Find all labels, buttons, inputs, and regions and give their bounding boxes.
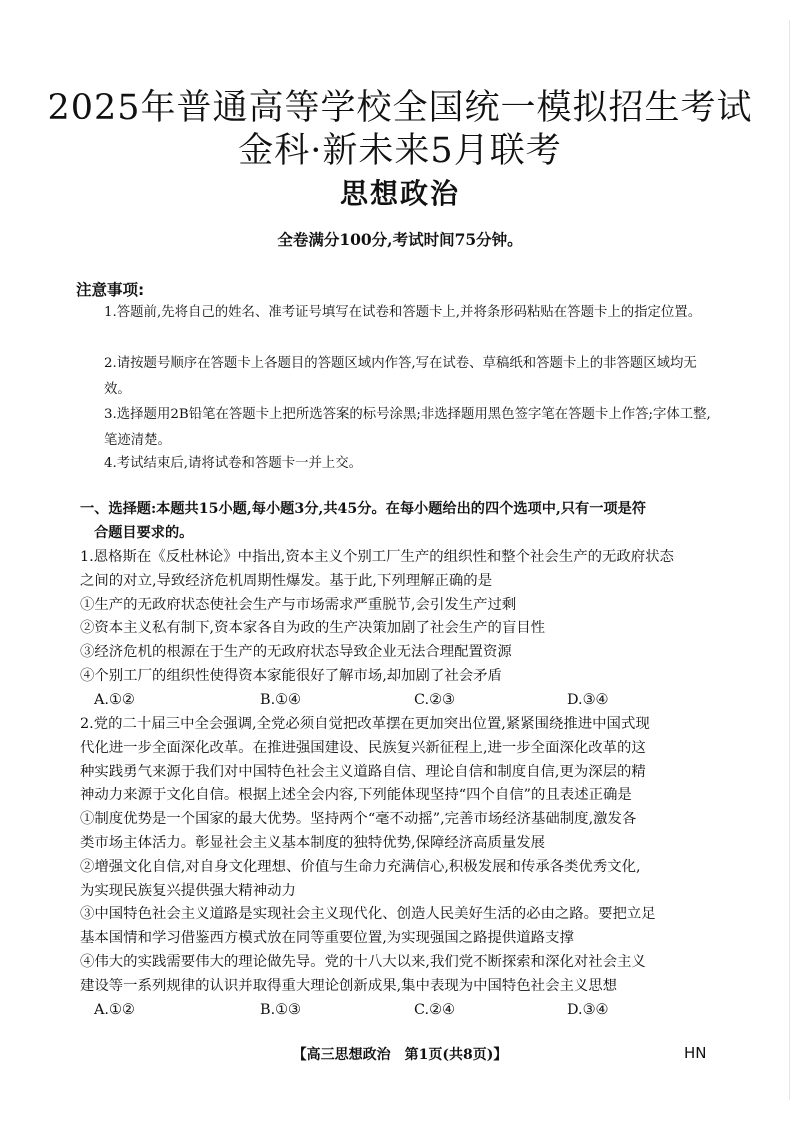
q2-option-c: C.②④ (414, 1001, 455, 1018)
q2-statement-1-line2: 类市场主体活力。彰显社会主义基本制度的独特优势,保障经济高质量发展 (80, 834, 546, 851)
exam-title-line2: 金科·新未来5月联考 (238, 131, 562, 171)
q2-option-b: B.①③ (260, 1001, 301, 1018)
q1-option-a: A.①② (94, 691, 135, 708)
q1-statement-2: ②资本主义私有制下,资本家各自为政的生产决策加剧了社会生产的盲目性 (80, 620, 546, 637)
subject-title: 思想政治 (339, 177, 460, 210)
q2-option-d: D.③④ (567, 1001, 609, 1018)
q1-options (80, 689, 720, 713)
q1-option-c: C.②③ (414, 691, 455, 708)
q2-stem-line1: 2.党的二十届三中全会强调,全党必须自觉把改革摆在更加突出位置,紧紧围绕推进中国式现 (80, 716, 650, 732)
section-heading-line2: 合题目要求的。 (94, 525, 194, 541)
q1-statement-3: ③经济危机的根源在于生产的无政府状态导致企业无法合理配置资源 (80, 644, 512, 661)
q2-stem-line3: 种实践勇气来源于我们对中国特色社会主义道路自信、理论自信和制度自信,更为深层的精 (80, 763, 646, 780)
notice-item-4: 4.考试结束后,请将试卷和答题卡一并上交。 (104, 456, 363, 471)
q2-statement-2-line1: ②增强文化自信,对自身文化理想、价值与生命力充满信心,积极发展和传承各类优秀文化, (80, 858, 641, 875)
page-footer: 【高三思想政治 第1页(共8页)】 (292, 1047, 508, 1063)
question-1 (80, 546, 720, 713)
q2-options (80, 999, 720, 1023)
q2-stem-line2: 代化进一步全面深化改革。在推进强国建设、民族复兴新征程上,进一步全面深化改革的这 (80, 739, 646, 756)
notice-item-1: 1.答题前,先将自己的姓名、准考证号填写在试卷和答题卡上,并将条形码粘贴在答题卡上的指定位置。 (104, 305, 702, 320)
region-code: HN (684, 1044, 707, 1062)
q1-stem-line1: 1.恩格斯在《反杜林论》中指出,资本主义个别工厂生产的组织性和整个社会生产的无政府状态 (80, 549, 674, 565)
q1-option-d: D.③④ (567, 691, 609, 708)
q2-statement-3-line1: ③中国特色社会主义道路是实现社会主义现代化、创造人民美好生活的必由之路。要把立足 (80, 906, 656, 923)
notice-item-2: 2.请按题号顺序在答题卡上各题目的答题区域内作答,写在试卷、草稿纸和答题卡上的非答题区域均无效。 (104, 356, 697, 397)
q2-statement-4-line2: 建设等一系列规律的认识并取得重大理论创新成果,集中表现为中国特色社会主义思想 (80, 977, 618, 994)
section-heading (80, 497, 720, 545)
notice-heading: 注意事项: (76, 281, 145, 299)
notice-item-3: 3.选择题用2B铅笔在答题卡上把所选答案的标号涂黑;非选择题用黑色签字笔在答题卡上作答;字体工整,笔迹清楚。 (104, 407, 711, 448)
full-score-note: 全卷满分100分,考试时间75分钟。 (277, 230, 523, 249)
question-2 (80, 713, 720, 1022)
q2-statement-2-line2: 为实现民族复兴提供强大精神动力 (80, 882, 296, 899)
q2-statement-1-line1: ①制度优势是一个国家的最大优势。坚持两个“毫不动摇”,完善市场经济基础制度,激发各 (80, 811, 637, 828)
q2-option-a: A.①② (94, 1001, 135, 1018)
section-heading-line1: 一、选择题:本题共15小题,每小题3分,共45分。在每小题给出的四个选项中,只有一项是符 (80, 501, 646, 517)
q1-stem-line2: 之间的对立,导致经济危机周期性爆发。基于此,下列理解正确的是 (80, 572, 493, 589)
exam-title-line1: 2025年普通高等学校全国统一模拟招生考试 (47, 88, 753, 128)
q2-statement-4-line1: ④伟大的实践需要伟大的理论做先导。党的十八大以来,我们党不断探索和深化对社会主义 (80, 953, 646, 970)
q2-statement-3-line2: 基本国情和学习借鉴西方模式放在同等重要位置,为实现强国之路提供道路支撑 (80, 930, 574, 947)
q1-statement-1: ①生产的无政府状态使社会生产与市场需求严重脱节,会引发生产过剩 (80, 596, 517, 613)
q2-stem-line4: 神动力来源于文化自信。根据上述全会内容,下列能体现坚持“四个自信”的且表述正确是 (80, 787, 632, 804)
q1-option-b: B.①④ (260, 691, 301, 708)
q1-statement-4: ④个别工厂的组织性使得资本家能很好了解市场,却加剧了社会矛盾 (80, 667, 502, 684)
